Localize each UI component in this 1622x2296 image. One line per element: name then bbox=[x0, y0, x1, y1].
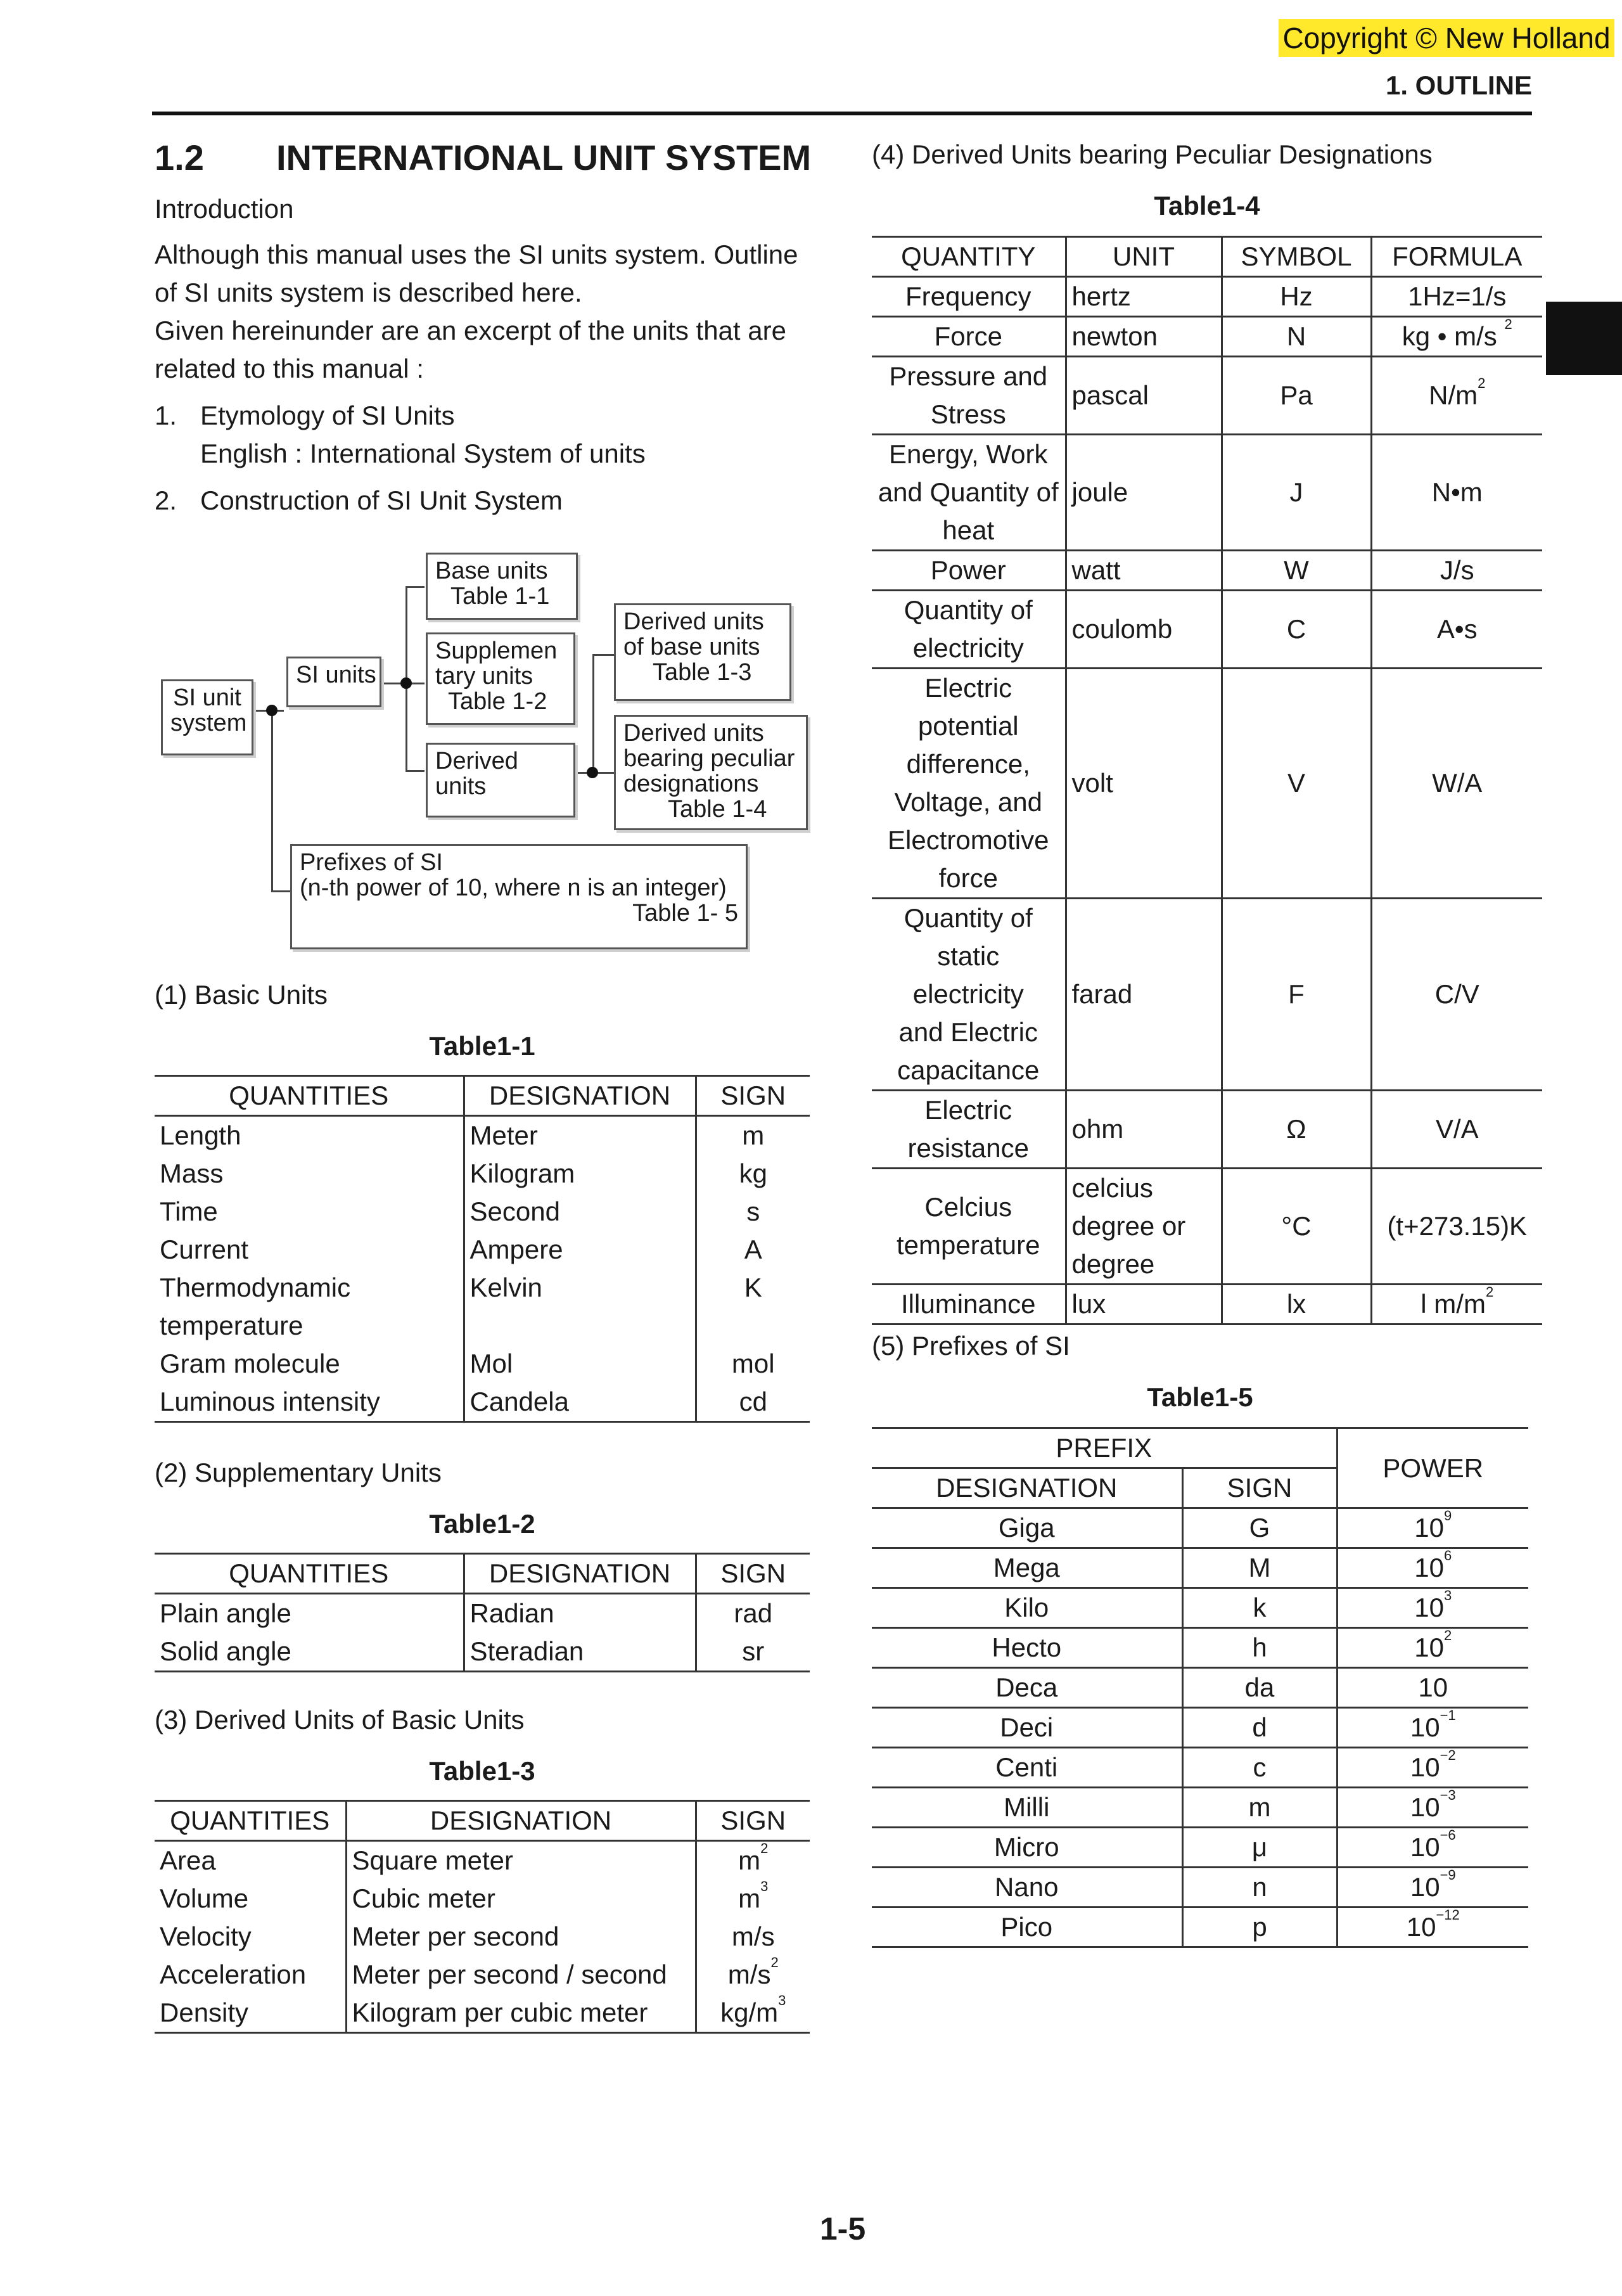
cell: h bbox=[1182, 1628, 1337, 1668]
cell: Mass bbox=[160, 1158, 224, 1188]
unit: m/s bbox=[727, 1959, 771, 1989]
box-line: Supplemen bbox=[435, 638, 558, 664]
cell: Electric potential difference, Voltage, and Electromotive force bbox=[872, 669, 1066, 899]
cell: Current bbox=[160, 1235, 249, 1264]
cell: Electric resistance bbox=[872, 1091, 1066, 1169]
connector-line bbox=[406, 586, 425, 588]
section-title bbox=[155, 136, 811, 180]
junction-dot bbox=[266, 705, 278, 716]
table-group-header-row bbox=[872, 1428, 1528, 1468]
box-line: system bbox=[170, 710, 247, 736]
cell: Second bbox=[464, 1193, 696, 1231]
cell: s bbox=[696, 1193, 810, 1231]
col-header: POWER bbox=[1337, 1428, 1528, 1508]
box-line: Derived units bbox=[623, 720, 764, 747]
table-row bbox=[155, 1594, 810, 1633]
table-basic-units bbox=[155, 1075, 810, 1423]
cell: Luminous intensity bbox=[160, 1387, 380, 1416]
cell: Kilo bbox=[872, 1588, 1182, 1628]
table-row bbox=[872, 357, 1542, 435]
intro-paragraph bbox=[155, 236, 798, 388]
table-row bbox=[872, 1508, 1528, 1548]
cell bbox=[696, 1880, 810, 1918]
list-item-1-title: Etymology of SI Units bbox=[200, 401, 455, 430]
table-row bbox=[872, 1285, 1542, 1324]
box-line: Table 1-1 bbox=[450, 583, 550, 610]
cell bbox=[1371, 551, 1542, 591]
col-header: DESIGNATION bbox=[464, 1076, 696, 1116]
table-row bbox=[872, 591, 1542, 669]
table-header-row bbox=[155, 1076, 810, 1116]
table-row bbox=[872, 669, 1542, 899]
cell: Ampere bbox=[464, 1231, 696, 1269]
cell: Hecto bbox=[872, 1628, 1182, 1668]
cell: cd bbox=[696, 1383, 810, 1422]
box-derived-peculiar bbox=[614, 715, 808, 830]
section-edge-tab bbox=[1546, 302, 1622, 375]
cell: Radian bbox=[464, 1594, 696, 1633]
formula: l m/m bbox=[1421, 1289, 1486, 1319]
box-prefixes bbox=[290, 844, 748, 949]
unit: m bbox=[738, 1845, 761, 1875]
cell bbox=[1371, 277, 1542, 317]
box-line: tary units bbox=[435, 663, 533, 689]
chapter-label: 1. OUTLINE bbox=[1385, 70, 1532, 100]
cell: Square meter bbox=[346, 1841, 696, 1880]
power-base: 10 bbox=[1406, 1912, 1436, 1942]
cell: Quantity of static electricity and Electric capacitance bbox=[872, 899, 1066, 1091]
cell: kg bbox=[696, 1155, 810, 1193]
cell bbox=[1371, 669, 1542, 899]
cell: N bbox=[1222, 317, 1371, 357]
table-row bbox=[872, 1828, 1528, 1868]
table-row bbox=[872, 551, 1542, 591]
box-line: units bbox=[435, 773, 487, 800]
cell: J bbox=[1222, 435, 1371, 551]
cell: Energy, Work and Quantity of heat bbox=[872, 435, 1066, 551]
cell bbox=[1337, 1628, 1528, 1668]
cell: Force bbox=[872, 317, 1066, 357]
exponent: −1 bbox=[1440, 1707, 1456, 1723]
box-line: SI units bbox=[296, 662, 376, 688]
cell: watt bbox=[1066, 551, 1222, 591]
cell: V bbox=[1222, 669, 1371, 899]
connector-line bbox=[592, 654, 614, 656]
box-line: Derived units bbox=[623, 608, 764, 635]
cell: Steradian bbox=[464, 1632, 696, 1672]
cell: Mega bbox=[872, 1548, 1182, 1588]
cell: G bbox=[1182, 1508, 1337, 1548]
cell bbox=[1371, 899, 1542, 1091]
exponent: −9 bbox=[1440, 1867, 1456, 1883]
power-base: 10 bbox=[1410, 1832, 1440, 1862]
cell: Gram molecule bbox=[160, 1349, 340, 1378]
cell: k bbox=[1182, 1588, 1337, 1628]
cell: ohm bbox=[1066, 1091, 1222, 1169]
formula: N•m bbox=[1431, 477, 1483, 507]
cell: Giga bbox=[872, 1508, 1182, 1548]
section-title-text: INTERNATIONAL UNIT SYSTEM bbox=[276, 138, 812, 177]
cell bbox=[696, 1841, 810, 1880]
table-row bbox=[872, 435, 1542, 551]
cell: Density bbox=[160, 1998, 249, 2027]
intro-line: Given hereinunder are an excerpt of the units that are bbox=[155, 316, 786, 345]
formula: kg • m/s bbox=[1402, 321, 1497, 351]
table-row bbox=[155, 1956, 810, 1994]
cell: celcius degree or degree bbox=[1066, 1169, 1222, 1285]
cell bbox=[696, 1918, 810, 1956]
cell bbox=[1371, 435, 1542, 551]
cell: Pico bbox=[872, 1908, 1182, 1947]
col-group-header: PREFIX bbox=[872, 1428, 1337, 1468]
table-row bbox=[872, 277, 1542, 317]
table4-title: Table1-4 bbox=[1154, 191, 1260, 221]
cell: Kilogram per cubic meter bbox=[346, 1994, 696, 2033]
table-row bbox=[155, 1345, 810, 1383]
box-line: (n-th power of 10, where n is an integer) bbox=[300, 875, 727, 901]
cell: K bbox=[696, 1269, 810, 1307]
box-si-unit-system bbox=[161, 679, 253, 755]
col-header: DESIGNATION bbox=[346, 1801, 696, 1841]
box-line: of base units bbox=[623, 634, 760, 660]
table-header-row bbox=[155, 1554, 810, 1594]
list-item-1-number: 1. bbox=[155, 401, 177, 430]
power-base: 10 bbox=[1414, 1593, 1444, 1622]
table5-heading: (5) Prefixes of SI bbox=[872, 1331, 1070, 1361]
box-base-units bbox=[426, 553, 578, 620]
cell bbox=[1371, 1091, 1542, 1169]
table5-title: Table1-5 bbox=[1147, 1382, 1253, 1412]
box-line: Table 1-2 bbox=[448, 688, 547, 715]
power-base: 10 bbox=[1410, 1792, 1440, 1822]
table-row bbox=[155, 1632, 810, 1672]
table-header-row bbox=[872, 237, 1542, 277]
cell: c bbox=[1182, 1748, 1337, 1788]
table-row bbox=[155, 1994, 810, 2033]
table-row bbox=[155, 1918, 810, 1956]
connector-line bbox=[271, 710, 273, 890]
cell bbox=[1337, 1788, 1528, 1828]
cell bbox=[1337, 1828, 1528, 1868]
exponent: 2 bbox=[1485, 1284, 1494, 1300]
power-base: 10 bbox=[1418, 1672, 1448, 1702]
power-base: 10 bbox=[1410, 1752, 1440, 1782]
connector-line bbox=[406, 770, 425, 772]
cell: Celcius temperature bbox=[872, 1169, 1066, 1285]
formula: J/s bbox=[1440, 555, 1474, 585]
table-row bbox=[872, 1908, 1528, 1947]
connector-line bbox=[271, 890, 290, 892]
table-row bbox=[872, 1091, 1542, 1169]
header-rule bbox=[152, 112, 1532, 115]
list-item-1-sub: English : International System of units bbox=[200, 439, 646, 468]
col-header: DESIGNATION bbox=[464, 1554, 696, 1594]
cell: Area bbox=[160, 1845, 216, 1875]
list-item-2-title: Construction of SI Unit System bbox=[200, 485, 563, 515]
table-row bbox=[155, 1116, 810, 1155]
cell bbox=[1337, 1868, 1528, 1908]
cell: Deca bbox=[872, 1668, 1182, 1708]
table2-heading: (2) Supplementary Units bbox=[155, 1458, 442, 1487]
power-base: 10 bbox=[1410, 1712, 1440, 1742]
unit: m/s bbox=[731, 1921, 775, 1951]
cell: temperature bbox=[160, 1311, 303, 1340]
table-row bbox=[872, 1628, 1528, 1668]
list-item-2-number: 2. bbox=[155, 485, 177, 515]
table1-title: Table1-1 bbox=[429, 1031, 535, 1061]
cell: Deci bbox=[872, 1708, 1182, 1748]
power-base: 10 bbox=[1414, 1553, 1444, 1582]
cell bbox=[1337, 1588, 1528, 1628]
cell: Plain angle bbox=[160, 1598, 291, 1628]
formula: N/m bbox=[1429, 380, 1478, 410]
table-row bbox=[872, 1748, 1528, 1788]
exponent: 6 bbox=[1443, 1548, 1452, 1563]
table3-heading: (3) Derived Units of Basic Units bbox=[155, 1705, 525, 1735]
table-derived-peculiar bbox=[872, 236, 1542, 1325]
copyright-banner: Copyright © New Holland bbox=[1279, 19, 1614, 57]
box-derived-base-units bbox=[614, 603, 791, 701]
cell: newton bbox=[1066, 317, 1222, 357]
cell: farad bbox=[1066, 899, 1222, 1091]
table-row bbox=[155, 1383, 810, 1422]
cell bbox=[1371, 357, 1542, 435]
cell bbox=[1337, 1748, 1528, 1788]
cell: Volume bbox=[160, 1883, 249, 1913]
table-row bbox=[155, 1193, 810, 1231]
power-base: 10 bbox=[1414, 1632, 1444, 1662]
table-row bbox=[155, 1880, 810, 1918]
cell: C bbox=[1222, 591, 1371, 669]
exponent: 2 bbox=[1478, 375, 1486, 391]
box-line: bearing peculiar bbox=[623, 745, 795, 772]
cell: Kelvin bbox=[464, 1269, 696, 1307]
cell: M bbox=[1182, 1548, 1337, 1588]
cell: m bbox=[696, 1116, 810, 1155]
col-header: QUANTITIES bbox=[155, 1076, 464, 1116]
cell: Milli bbox=[872, 1788, 1182, 1828]
exponent: −12 bbox=[1436, 1907, 1460, 1923]
box-line: SI unit bbox=[173, 684, 241, 711]
table-supplementary-units bbox=[155, 1553, 810, 1672]
cell bbox=[1337, 1548, 1528, 1588]
table-row bbox=[872, 1588, 1528, 1628]
exponent: 9 bbox=[1443, 1508, 1452, 1523]
formula: W/A bbox=[1432, 768, 1483, 798]
table-derived-basic-units bbox=[155, 1800, 810, 2034]
table-row bbox=[872, 1708, 1528, 1748]
table-row bbox=[872, 1548, 1528, 1588]
exponent: −2 bbox=[1440, 1747, 1456, 1763]
cell: Candela bbox=[464, 1383, 696, 1422]
intro-line: Although this manual uses the SI units system. Outline bbox=[155, 240, 798, 269]
unit: kg/m bbox=[720, 1998, 779, 2027]
table-row bbox=[872, 899, 1542, 1091]
page-number: 1-5 bbox=[819, 2211, 866, 2247]
intro-line: of SI units system is described here. bbox=[155, 278, 582, 307]
cell bbox=[1337, 1508, 1528, 1548]
formula: C/V bbox=[1434, 979, 1479, 1009]
table-prefixes bbox=[872, 1427, 1528, 1948]
table-row bbox=[155, 1841, 810, 1880]
cell: joule bbox=[1066, 435, 1222, 551]
formula: 1Hz=1/s bbox=[1408, 281, 1507, 311]
col-header: SYMBOL bbox=[1222, 237, 1371, 277]
cell: Meter bbox=[464, 1116, 696, 1155]
table3-title: Table1-3 bbox=[429, 1756, 535, 1786]
formula: (t+273.15)K bbox=[1387, 1211, 1528, 1241]
exponent: 2 bbox=[760, 1840, 769, 1856]
cell: Centi bbox=[872, 1748, 1182, 1788]
cell: Acceleration bbox=[160, 1959, 307, 1989]
cell: Meter per second / second bbox=[346, 1956, 696, 1994]
exponent: 3 bbox=[778, 1992, 786, 2008]
cell: Pa bbox=[1222, 357, 1371, 435]
cell: hertz bbox=[1066, 277, 1222, 317]
box-line: designations bbox=[623, 771, 759, 797]
col-header: QUANTITIES bbox=[155, 1801, 346, 1841]
cell: Cubic meter bbox=[346, 1880, 696, 1918]
box-line: Table 1- 5 bbox=[632, 900, 738, 927]
exponent: 2 bbox=[770, 1954, 779, 1970]
cell bbox=[1337, 1708, 1528, 1748]
cell bbox=[1371, 317, 1542, 357]
table-row bbox=[872, 1668, 1528, 1708]
cell: p bbox=[1182, 1908, 1337, 1947]
box-line: Prefixes of SI bbox=[300, 849, 443, 876]
col-header: FORMULA bbox=[1371, 237, 1542, 277]
cell: d bbox=[1182, 1708, 1337, 1748]
power-base: 10 bbox=[1414, 1513, 1444, 1542]
cell: n bbox=[1182, 1868, 1337, 1908]
col-header: SIGN bbox=[696, 1801, 810, 1841]
exponent: 3 bbox=[1443, 1587, 1452, 1603]
col-header: UNIT bbox=[1066, 237, 1222, 277]
cell bbox=[1371, 1169, 1542, 1285]
section-number: 1.2 bbox=[155, 138, 204, 177]
cell: Velocity bbox=[160, 1921, 252, 1951]
box-line: Base units bbox=[435, 558, 548, 584]
cell: Thermodynamic bbox=[160, 1273, 351, 1302]
table-header-row bbox=[155, 1801, 810, 1841]
cell: lux bbox=[1066, 1285, 1222, 1324]
box-line: Table 1-3 bbox=[653, 659, 752, 686]
cell bbox=[1337, 1668, 1528, 1708]
col-header: QUANTITY bbox=[872, 237, 1066, 277]
col-header: SIGN bbox=[696, 1554, 810, 1594]
exponent: 2 bbox=[1504, 316, 1512, 332]
table2-title: Table1-2 bbox=[429, 1509, 535, 1539]
table-row bbox=[872, 1868, 1528, 1908]
table-row bbox=[872, 317, 1542, 357]
cell: Micro bbox=[872, 1828, 1182, 1868]
table-row bbox=[872, 1788, 1528, 1828]
cell: Solid angle bbox=[160, 1636, 291, 1666]
exponent: −6 bbox=[1440, 1827, 1456, 1843]
table-row bbox=[872, 1169, 1542, 1285]
cell: °C bbox=[1222, 1169, 1371, 1285]
box-supplementary-units bbox=[426, 632, 575, 725]
exponent: −3 bbox=[1440, 1787, 1456, 1803]
cell: m bbox=[1182, 1788, 1337, 1828]
cell: rad bbox=[696, 1594, 810, 1633]
cell: pascal bbox=[1066, 357, 1222, 435]
box-line: Derived bbox=[435, 748, 518, 774]
box-si-units bbox=[286, 657, 381, 707]
col-header: DESIGNATION bbox=[872, 1468, 1182, 1508]
table-row bbox=[155, 1231, 810, 1269]
cell bbox=[696, 1994, 810, 2033]
cell: Length bbox=[160, 1120, 241, 1150]
cell: Frequency bbox=[872, 277, 1066, 317]
table-row bbox=[155, 1307, 810, 1345]
cell: Nano bbox=[872, 1868, 1182, 1908]
cell: Ω bbox=[1222, 1091, 1371, 1169]
table-row bbox=[155, 1155, 810, 1193]
unit: m bbox=[738, 1883, 761, 1913]
cell: da bbox=[1182, 1668, 1337, 1708]
cell: Hz bbox=[1222, 277, 1371, 317]
cell: Quantity of electricity bbox=[872, 591, 1066, 669]
cell: lx bbox=[1222, 1285, 1371, 1324]
exponent: 2 bbox=[1443, 1627, 1452, 1643]
cell bbox=[1371, 591, 1542, 669]
table-row bbox=[155, 1269, 810, 1307]
exponent: 3 bbox=[760, 1878, 769, 1894]
cell bbox=[464, 1307, 696, 1345]
cell: Meter per second bbox=[346, 1918, 696, 1956]
cell: Kilogram bbox=[464, 1155, 696, 1193]
cell: μ bbox=[1182, 1828, 1337, 1868]
intro-heading: Introduction bbox=[155, 194, 294, 224]
cell: Time bbox=[160, 1196, 218, 1226]
box-derived-units bbox=[426, 743, 575, 818]
cell: volt bbox=[1066, 669, 1222, 899]
junction-dot bbox=[587, 767, 598, 778]
cell: Illuminance bbox=[872, 1285, 1066, 1324]
cell: A bbox=[696, 1231, 810, 1269]
cell: coulomb bbox=[1066, 591, 1222, 669]
box-line: Table 1-4 bbox=[668, 796, 767, 823]
formula: V/A bbox=[1435, 1114, 1479, 1144]
table4-heading: (4) Derived Units bearing Peculiar Designations bbox=[872, 139, 1433, 169]
cell: Mol bbox=[464, 1345, 696, 1383]
cell bbox=[696, 1307, 810, 1345]
cell bbox=[1371, 1285, 1542, 1324]
cell bbox=[696, 1956, 810, 1994]
connector-line bbox=[592, 654, 594, 772]
cell: Power bbox=[872, 551, 1066, 591]
cell bbox=[1337, 1908, 1528, 1947]
cell: Pressure and Stress bbox=[872, 357, 1066, 435]
cell: W bbox=[1222, 551, 1371, 591]
formula: A•s bbox=[1436, 614, 1478, 644]
intro-line: related to this manual : bbox=[155, 354, 424, 383]
col-header: SIGN bbox=[696, 1076, 810, 1116]
cell: mol bbox=[696, 1345, 810, 1383]
table1-heading: (1) Basic Units bbox=[155, 980, 328, 1010]
junction-dot bbox=[400, 677, 412, 689]
cell: sr bbox=[696, 1632, 810, 1672]
cell: F bbox=[1222, 899, 1371, 1091]
col-header: SIGN bbox=[1182, 1468, 1337, 1508]
power-base: 10 bbox=[1410, 1872, 1440, 1902]
col-header: QUANTITIES bbox=[155, 1554, 464, 1594]
